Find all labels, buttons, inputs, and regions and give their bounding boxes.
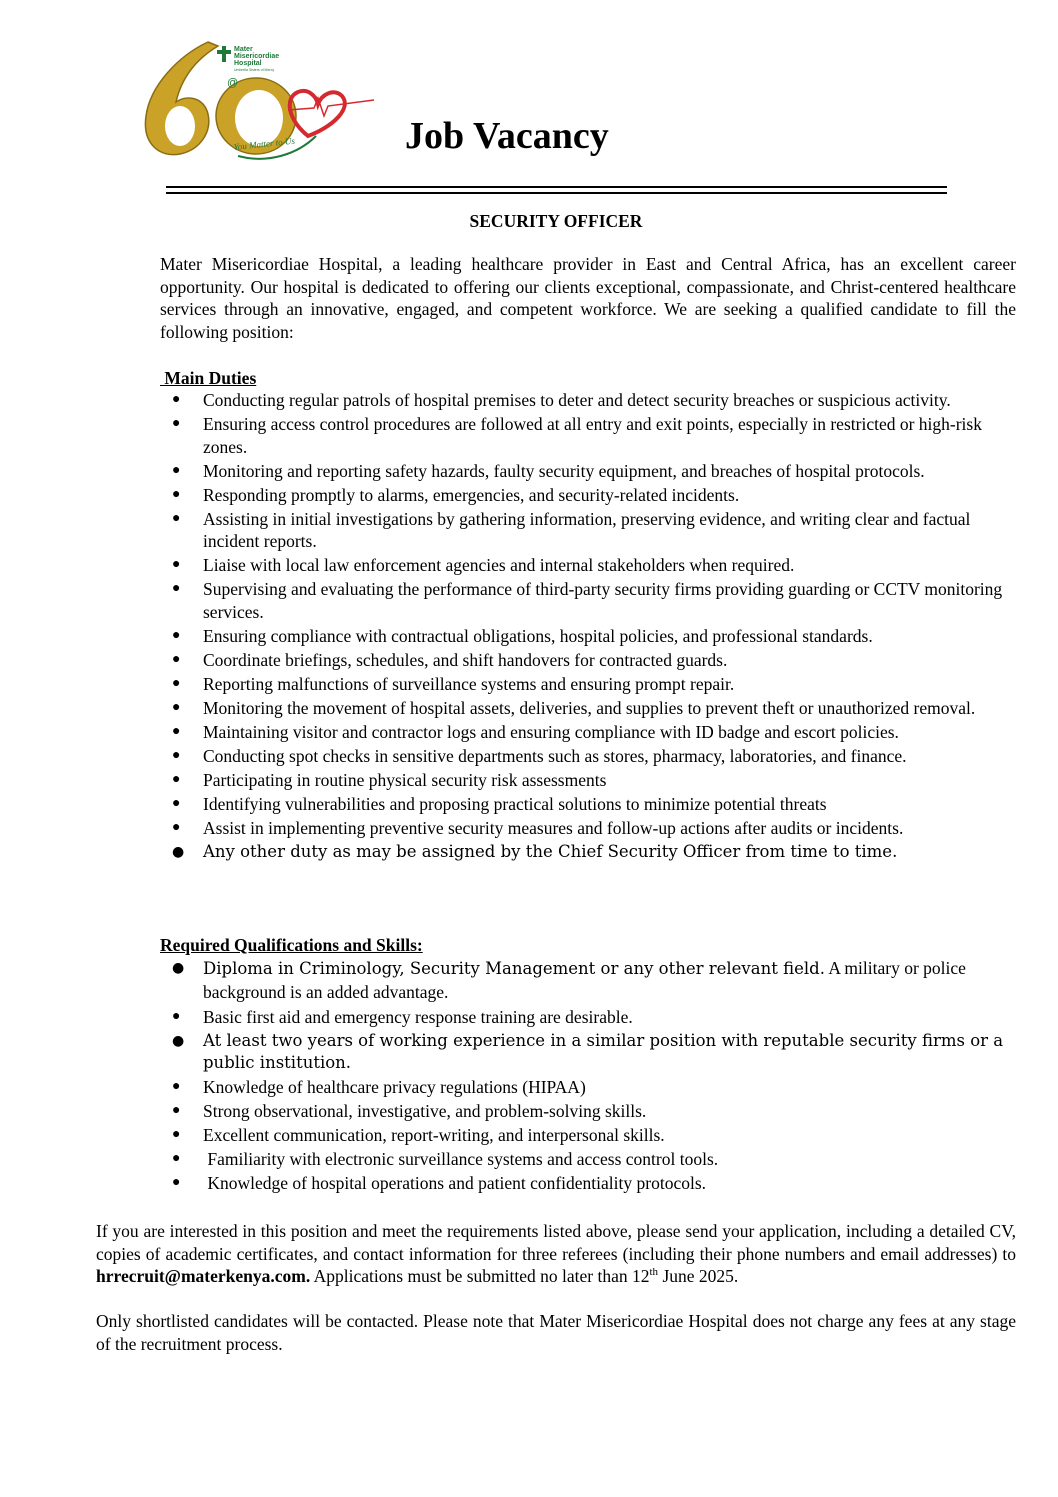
qualification-text: At least two years of working experience in a similar position with reputable security firms or a public institution. [203, 1030, 1004, 1072]
qualification-text: Basic first aid and emergency response training are desirable. [203, 1006, 633, 1027]
duty-text: Liaise with local law enforcement agencies and internal stakeholders when required. [203, 555, 795, 575]
bullet-icon: ● [172, 819, 181, 835]
qualification-item [0, 1172, 1058, 1195]
duty-text: Conducting regular patrols of hospital premises to deter and detect security breaches or suspicious activity. [203, 390, 951, 410]
duty-item [0, 817, 1058, 840]
position-heading: SECURITY OFFICER [469, 211, 643, 231]
bullet-icon: ● [172, 1079, 181, 1094]
qualification-text: Familiarity with electronic surveillance systems and access control tools. [207, 1149, 719, 1169]
main-duties-list [0, 389, 1058, 865]
duty-item [0, 745, 1058, 768]
duty-text: Monitoring and reporting safety hazards, faulty security equipment, and breaches of hospital protocols. [203, 460, 925, 481]
bullet-icon: ● [172, 416, 181, 431]
duty-text: Reporting malfunctions of surveillance systems and ensuring prompt repair. [203, 673, 735, 694]
bullet-icon: ● [172, 843, 185, 860]
bullet-icon: ● [172, 771, 181, 787]
duty-text: Participating in routine physical security risk assessments [203, 769, 607, 790]
logo-org-line-2: Misericordiae [234, 53, 280, 60]
qualification-item [0, 1148, 1058, 1171]
duty-text: Identifying vulnerabilities and proposing practical solutions to minimize potential threats [203, 793, 827, 814]
duty-item [0, 413, 1058, 458]
bullet-icon: ● [172, 795, 181, 811]
duty-text: Conducting spot checks in sensitive departments such as stores, pharmacy, laboratories, and finance. [203, 745, 907, 766]
bullet-icon: ● [172, 651, 181, 667]
qualifications-title: Required Qualifications and Skills: [160, 935, 423, 955]
bullet-icon: ● [172, 699, 181, 715]
bullet-icon: ● [172, 462, 181, 478]
main-duties-title-text: Main Duties [164, 368, 257, 388]
bullet-icon: ● [172, 486, 181, 502]
duty-item [0, 721, 1058, 744]
shortlist-note: Only shortlisted candidates will be contacted. Please note that Mater Misericordiae Hospital does not charge any fees at any stage of the recruitment process. [96, 1311, 1016, 1354]
logo-at-symbol: @ [227, 77, 239, 89]
qualification-item [0, 1124, 1058, 1147]
duty-text: Assist in implementing preventive security measures and follow-up actions after audits or incidents. [203, 817, 904, 838]
qualification-text: Diploma in Criminology, Security Management or any other relevant field. [203, 959, 825, 978]
qualification-text: Knowledge of healthcare privacy regulations (HIPAA) [203, 1077, 586, 1097]
bullet-icon: ● [172, 1032, 185, 1049]
bullet-icon: ● [172, 1008, 181, 1024]
duty-text: Ensuring compliance with contractual obligations, hospital policies, and professional standards. [203, 625, 873, 646]
duty-text: Responding promptly to alarms, emergencies, and security-related incidents. [203, 484, 740, 505]
qualification-text: Knowledge of hospital operations and patient confidentiality protocols. [207, 1173, 707, 1193]
page-title: Job Vacancy [405, 115, 609, 157]
hospital-60-anniversary-logo [138, 36, 376, 164]
bullet-icon: ● [172, 627, 181, 643]
bullet-icon: ● [172, 1151, 181, 1166]
deadline-ordinal-suffix: th [649, 1266, 659, 1279]
qualifications-list [0, 957, 1058, 1196]
qualification-item [0, 1030, 1058, 1075]
duty-item [0, 484, 1058, 507]
logo-heart-shape [290, 91, 345, 136]
bullet-icon: ● [172, 747, 181, 763]
duty-item [0, 841, 1058, 864]
duty-item [0, 389, 1058, 412]
bullet-icon: ● [172, 723, 181, 739]
duty-text: Assisting in initial investigations by gathering information, preserving evidence, and writing clear and factual incident reports. [203, 508, 971, 551]
qualification-item [0, 1006, 1058, 1029]
duty-item [0, 508, 1058, 553]
bullet-icon: ● [172, 1103, 181, 1118]
title-divider-top [166, 186, 947, 188]
qualification-text-continued: A military or police background is an added advantage. [203, 958, 966, 1002]
duty-item [0, 793, 1058, 816]
duty-text: Ensuring access control procedures are followed at all entry and exit points, especially in restricted or high-risk zones. [203, 414, 982, 457]
duty-item [0, 697, 1058, 720]
logo-small-text: Umbrella Sisters of Mercy [234, 68, 275, 72]
main-duties-title [160, 367, 256, 389]
application-email-link[interactable]: hrrecruit@materkenya.com. [96, 1266, 311, 1286]
intro-paragraph: Mater Misericordiae Hospital, a leading healthcare provider in East and Central Africa, has an excellent career opportunity. Our hospital is dedicated to offering our clients exceptional, compassionate, and Christ-centered healthcare services through an innovative, engaged, and competent workforce. We are seeking a qualified candidate to fill the following position: [160, 254, 1016, 342]
application-instructions [96, 1220, 1016, 1288]
qualification-text: Strong observational, investigative, and problem-solving skills. [203, 1101, 647, 1121]
duty-item [0, 649, 1058, 672]
duty-text: Monitoring the movement of hospital assets, deliveries, and supplies to prevent theft or unauthorized removal. [203, 697, 976, 718]
qualification-item [0, 1100, 1058, 1123]
bullet-icon: ● [172, 960, 185, 976]
duty-item [0, 625, 1058, 648]
logo-org-line-3: Hospital [234, 60, 262, 67]
bullet-icon: ● [172, 1127, 181, 1142]
bullet-icon: ● [172, 557, 181, 572]
application-text: If you are interested in this position and meet the requirements listed above, please send your application, including a detailed CV, copies of academic certificates, and contact information for three referees (including their phone numbers and email addresses) to [96, 1221, 1016, 1264]
bullet-icon: ● [172, 510, 181, 526]
duty-text: Any other duty as may be assigned by the Chief Security Officer from time to time. [203, 841, 898, 861]
qualification-text: Excellent communication, report-writing, and interpersonal skills. [203, 1125, 665, 1145]
logo-tagline: You Matter to Us [233, 135, 296, 152]
application-deadline-date: June 2025. [658, 1266, 739, 1286]
duty-item [0, 554, 1058, 577]
title-divider-bottom [166, 192, 947, 194]
application-deadline-text: Applications must be submitted no later than 12 [310, 1266, 650, 1286]
duty-text: Supervising and evaluating the performance of third-party security firms providing guarding or CCTV monitoring services. [203, 579, 1003, 622]
bullet-icon: ● [172, 1175, 181, 1190]
duty-item [0, 460, 1058, 483]
duty-item [0, 578, 1058, 623]
bullet-icon: ● [172, 392, 181, 407]
duty-text: Maintaining visitor and contractor logs and ensuring compliance with ID badge and escort policies. [203, 721, 899, 742]
duty-item [0, 673, 1058, 696]
bullet-icon: ● [172, 675, 181, 691]
qualification-item [0, 1076, 1058, 1099]
logo-org-line-1: Mater [234, 46, 253, 53]
duty-text: Coordinate briefings, schedules, and shift handovers for contracted guards. [203, 649, 728, 670]
bullet-icon: ● [172, 581, 181, 596]
duty-item [0, 769, 1058, 792]
qualification-item [0, 957, 1058, 1004]
